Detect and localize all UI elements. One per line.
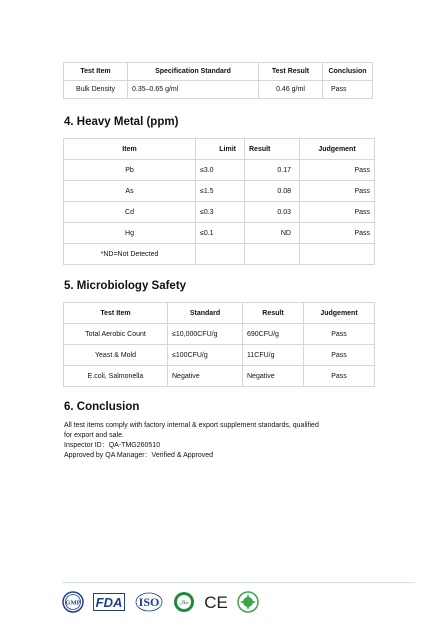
table-cell: Yeast & Mold <box>64 345 168 366</box>
table-row <box>64 366 375 387</box>
table-header: Item <box>64 139 196 160</box>
table-cell: Pass <box>300 181 375 202</box>
table-cell: Hg <box>64 223 196 244</box>
table-cell: ≤3.0 <box>196 160 245 181</box>
conclusion-text <box>64 421 374 461</box>
table-cell: 0.03 <box>245 202 300 223</box>
table-header-row <box>64 139 375 160</box>
table-cell: ≤1.5 <box>196 181 245 202</box>
table-header: Judgement <box>300 139 375 160</box>
table-row <box>64 324 375 345</box>
table-cell: Pass <box>300 223 375 244</box>
table-header-row <box>64 303 375 324</box>
table-cell <box>245 244 300 265</box>
table-row <box>64 244 375 265</box>
conclusion-line: All test items comply with factory internal & export supplement standards, qualified <box>64 422 319 429</box>
table-cell: Pass <box>304 366 375 387</box>
table-cell: Cd <box>64 202 196 223</box>
fda-logo-icon <box>93 593 125 616</box>
section-title-conclusion: 6. Conclusion <box>64 401 140 413</box>
table-row <box>64 345 375 366</box>
table-row <box>64 181 375 202</box>
iso-logo-icon <box>134 591 164 618</box>
bulk-density-table <box>63 62 373 99</box>
table-note: *ND=Not Detected <box>64 244 196 265</box>
table-cell: 0.08 <box>245 181 300 202</box>
table-cell: E.coli, Salmonella <box>64 366 168 387</box>
table-cell: Pb <box>64 160 196 181</box>
table-header: Conclusion <box>323 63 373 81</box>
table-cell: 0.35–0.65 g/ml <box>128 81 259 99</box>
table-header: Test Result <box>259 63 323 81</box>
halal-logo-icon <box>173 591 195 618</box>
table-row <box>64 202 375 223</box>
table-header: Standard <box>168 303 243 324</box>
footer-divider <box>62 582 415 583</box>
table-cell: Pass <box>304 345 375 366</box>
section-title-heavy-metal: 4. Heavy Metal (ppm) <box>64 116 179 128</box>
table-header: Specification Standard <box>128 63 259 81</box>
green-certification-icon <box>237 591 259 618</box>
table-cell: ≤10,000CFU/g <box>168 324 243 345</box>
table-cell: Negative <box>168 366 243 387</box>
table-cell: 0.17 <box>245 160 300 181</box>
table-cell: Bulk Density <box>64 81 128 99</box>
table-row <box>64 160 375 181</box>
heavy-metal-table <box>63 138 375 265</box>
inspector-id: Inspector ID：QA-TMG260510 <box>64 442 161 449</box>
table-row <box>64 223 375 244</box>
svg-text:ISO: ISO <box>138 594 160 609</box>
table-cell: Pass <box>323 81 373 99</box>
table-cell: 0.46 g/ml <box>259 81 323 99</box>
table-cell: ≤0.1 <box>196 223 245 244</box>
svg-text:CE: CE <box>204 592 228 612</box>
table-cell: Pass <box>304 324 375 345</box>
table-cell: ≤0.3 <box>196 202 245 223</box>
table-header: Result <box>245 139 300 160</box>
table-cell: 11CFU/g <box>243 345 304 366</box>
table-header-row <box>64 63 373 81</box>
table-header: Test Item <box>64 63 128 81</box>
table-header: Limit <box>196 139 245 160</box>
section-title-microbiology: 5. Microbiology Safety <box>64 280 187 292</box>
table-cell: Total Aerobic Count <box>64 324 168 345</box>
table-cell: Pass <box>300 202 375 223</box>
microbiology-table <box>63 302 375 387</box>
certification-logos <box>62 592 259 616</box>
table-cell: Negative <box>243 366 304 387</box>
table-header: Test Item <box>64 303 168 324</box>
table-cell: As <box>64 181 196 202</box>
table-header: Result <box>243 303 304 324</box>
ce-logo-icon <box>204 592 228 617</box>
approval-line: Approved by QA Manager：Verified & Approved <box>64 452 214 459</box>
table-header: Judgement <box>304 303 375 324</box>
conclusion-line: for export and sale. <box>64 432 124 439</box>
table-row <box>64 81 373 99</box>
table-cell <box>300 244 375 265</box>
table-cell: ND <box>245 223 300 244</box>
table-cell: 690CFU/g <box>243 324 304 345</box>
table-cell: ≤100CFU/g <box>168 345 243 366</box>
table-cell <box>196 244 245 265</box>
svg-text:GMP: GMP <box>65 599 81 606</box>
table-cell: Pass <box>300 160 375 181</box>
gmp-logo-icon <box>62 591 84 618</box>
svg-text:حلال: حلال <box>179 599 189 606</box>
svg-text:FDA: FDA <box>95 594 123 610</box>
